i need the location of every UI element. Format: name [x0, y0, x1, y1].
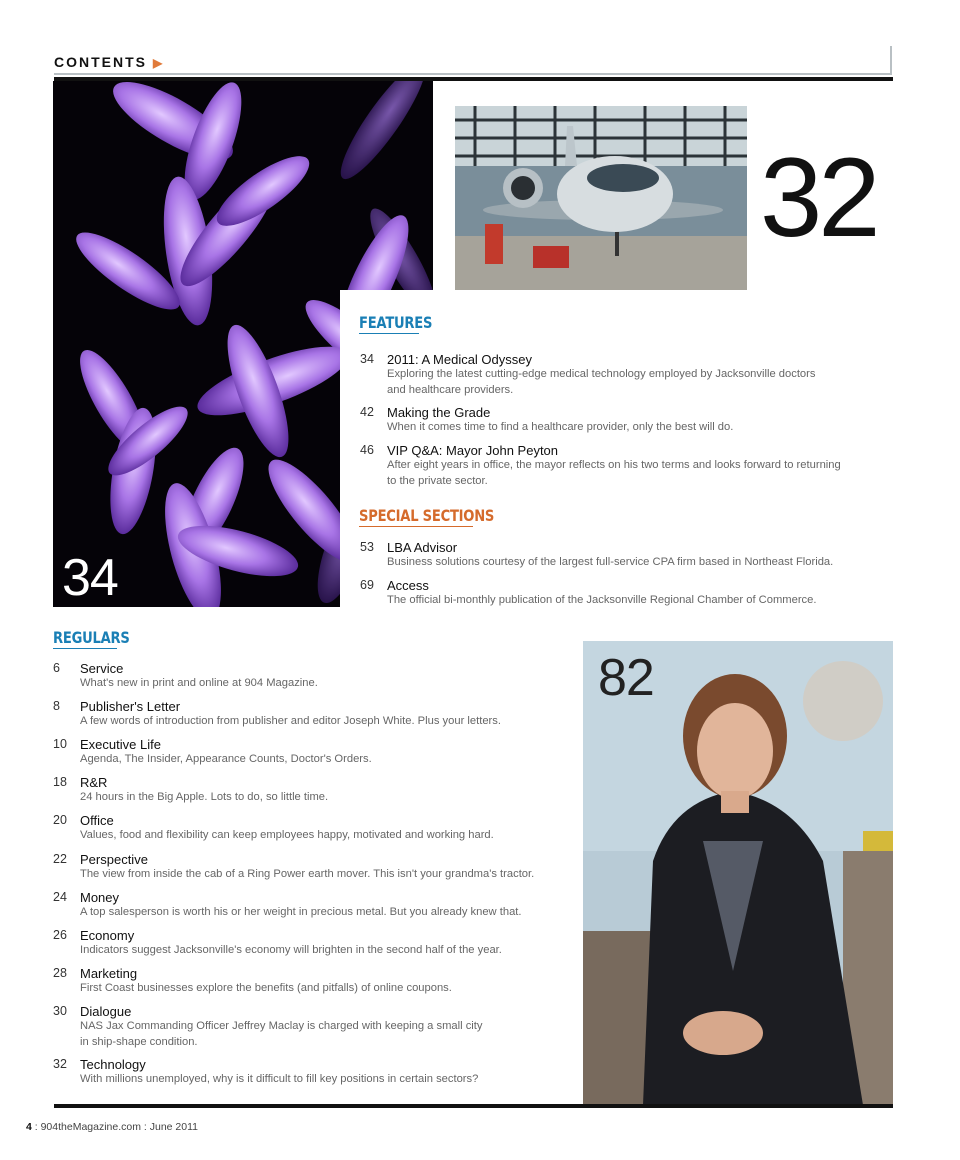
entry-desc: After eight years in office, the mayor reflects on his two terms and looks forward to returning to the private sector.	[387, 459, 841, 487]
entry-title: R&R	[80, 775, 108, 790]
contents-header	[54, 54, 164, 70]
entry-page: 69	[360, 578, 374, 592]
folio-page: 4	[26, 1121, 32, 1133]
entry-title: 2011: A Medical Odyssey	[387, 352, 533, 367]
regulars-heading: REGULARS	[53, 628, 130, 647]
portrait-image	[583, 641, 893, 1105]
features-heading-rule	[359, 333, 419, 334]
special-sections-heading: SPECIAL SECTIONS	[359, 506, 495, 525]
entry-desc: What's new in print and online at 904 Magazine.	[80, 677, 318, 689]
play-arrow-icon: ▶	[153, 56, 165, 70]
entry-page: 42	[360, 405, 374, 419]
entry-title: Marketing	[80, 966, 138, 981]
header-rule-tick	[890, 46, 892, 74]
entry-page: 20	[53, 813, 67, 827]
entry-page: 32	[53, 1057, 67, 1071]
entry-title: Publisher's Letter	[80, 699, 181, 714]
entry-title: Access	[387, 578, 429, 593]
contents-label: CONTENTS	[54, 54, 147, 70]
entry-desc: The official bi-monthly publication of the Jacksonville Regional Chamber of Commerce.	[387, 594, 817, 606]
entry-page: 18	[53, 775, 67, 789]
entry-desc: First Coast businesses explore the benefits (and pitfalls) of online coupons.	[80, 982, 452, 994]
entry-title: Technology	[80, 1057, 146, 1072]
entry-desc: Business solutions courtesy of the largest full-service CPA firm based in Northeast Florida.	[387, 556, 834, 568]
entry-desc: A few words of introduction from publisher and editor Joseph White. Plus your letters.	[80, 715, 501, 727]
entry-desc: Indicators suggest Jacksonville's economy will brighten in the second half of the year.	[80, 944, 502, 956]
entry-page: 26	[53, 928, 67, 942]
features-heading: FEATURES	[359, 313, 433, 332]
entry-desc: With millions unemployed, why is it difficult to fill key positions in certain sectors?	[80, 1073, 479, 1085]
entry-desc: Exploring the latest cutting-edge medical technology employed by Jacksonville doctors and healthcare providers.	[387, 368, 816, 396]
entry-page: 28	[53, 966, 67, 980]
folio-text: : 904theMagazine.com : June 2011	[31, 1121, 199, 1133]
entry-title: Money	[80, 890, 120, 905]
entry-page: 6	[53, 661, 60, 675]
entry-title: Making the Grade	[387, 405, 491, 420]
regulars-heading-rule	[53, 648, 117, 649]
entry-page: 46	[360, 443, 374, 457]
entry-desc: When it comes time to find a healthcare provider, only the best will do.	[387, 421, 734, 433]
footer-rule	[54, 1104, 893, 1108]
jet-page-number: 32	[760, 135, 877, 260]
entry-desc: NAS Jax Commanding Officer Jeffrey Maclay is charged with keeping a small city in ship-shape condition.	[80, 1020, 483, 1048]
chromosome-page-number: 34	[62, 549, 118, 607]
header-rule	[54, 73, 892, 75]
entry-page: 30	[53, 1004, 67, 1018]
entry-page: 34	[360, 352, 374, 366]
entry-title: Service	[80, 661, 124, 676]
folio	[26, 1121, 198, 1133]
entry-page: 53	[360, 540, 374, 554]
entry-page: 22	[53, 852, 67, 866]
entry-title: Economy	[80, 928, 135, 943]
portrait-page-number: 82	[598, 649, 654, 707]
entry-desc: Agenda, The Insider, Appearance Counts, Doctor's Orders.	[80, 753, 372, 765]
entry-title: Dialogue	[80, 1004, 132, 1019]
entry-title: Office	[80, 813, 114, 828]
special-heading-rule	[359, 526, 473, 527]
entry-desc: A top salesperson is worth his or her weight in precious metal. But you already knew that.	[80, 906, 522, 918]
entry-desc: The view from inside the cab of a Ring Power earth mover. This isn't your grandma's tractor.	[80, 868, 535, 880]
entry-page: 24	[53, 890, 67, 904]
entry-title: LBA Advisor	[387, 540, 458, 555]
entry-title: VIP Q&A: Mayor John Peyton	[387, 443, 559, 458]
jet-image	[455, 106, 747, 290]
entry-desc: 24 hours in the Big Apple. Lots to do, so little time.	[80, 791, 329, 803]
entry-title: Executive Life	[80, 737, 161, 752]
entry-desc: Values, food and flexibility can keep employees happy, motivated and working hard.	[80, 829, 494, 841]
entry-page: 8	[53, 699, 60, 713]
entry-title: Perspective	[80, 852, 148, 867]
entry-page: 10	[53, 737, 67, 751]
